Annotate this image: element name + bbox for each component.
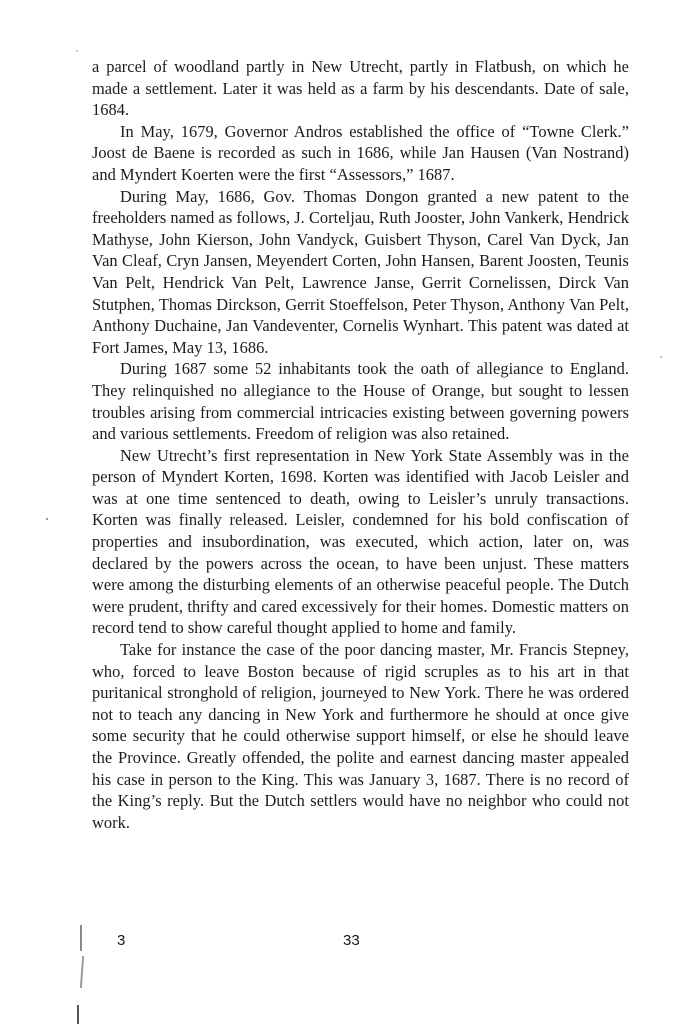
signature-mark: 3	[117, 932, 126, 949]
paragraph-dongon-patent: During May, 1686, Gov. Thomas Dongon granted a new patent to the freeholders named as follows, J. Corteljau, Ruth Jooster, John Vankerk, Hendrick Mathyse, John Kierson, John Vandyck, Guisbert Thyson, Carel Van Dyck, Jan Van Cleaf, Cryn Jansen, Meyendert Corten, John Hansen, Barent Joosten, Teunis Van Pelt, Hendrick Van Pelt, Lawrence Janse, Gerrit Cornelissen, Dirck Van Stutphen, Thomas Dirckson, Gerrit Stoeffelson, Peter Thyson, Anthony Van Pelt, Anthony Duchaine, Jan Vandeventer, Cornelis Wynhart. This patent was dated at Fort James, May 13, 1686.	[92, 186, 629, 357]
paragraph-dancing-master: Take for instance the case of the poor dancing master, Mr. Francis Stepney, who, forced to leave Boston because of rigid scruples as to his art in that puritanical stronghold of religion, journeyed to New York. There he was ordered not to teach any dancing in New York and furthermore he should at once give some security that he could otherwise support himself, or else he should leave the Province. Greatly offended, the polite and earnest dancing master appealed his case in person to the King. This was January 3, 1687. There is no record of the King’s reply. But the Dutch settlers would have no neighbor who could not work.	[92, 640, 629, 832]
paragraph-oath-of-allegiance: During 1687 some 52 inhabitants took the oath of allegiance to England. They relinquished no allegiance to the House of Orange, but sought to lessen troubles arising from commercial intricacies existing between governing powers and various settlements. Freedom of religion was also retained.	[92, 359, 629, 444]
binding-edge-mark	[77, 1005, 79, 1024]
page-body	[92, 56, 629, 833]
binding-edge-mark	[80, 956, 84, 988]
scan-speck	[76, 50, 78, 52]
page-number: 33	[343, 932, 360, 949]
paragraph-woodland-sale: a parcel of woodland partly in New Utrecht, partly in Flatbush, on which he made a settlement. Later it was held as a farm by his descendants. Date of sale, 1684.	[92, 57, 629, 120]
paragraph-assembly-representation: New Utrecht’s first representation in New York State Assembly was in the person of Myndert Korten, 1698. Korten was identified with Jacob Leisler and was at one time sentenced to death, owing to Leisler’s unruly transactions. Korten was finally released. Leisler, condemned for his bold confiscation of properties and insubordination, was executed, which action, later on, was declared by the powers across the ocean, to have been unjust. These matters were among the disturbing elements of an otherwise peaceful people. The Dutch were prudent, thrifty and cared excessively for their homes. Domestic matters on record tend to show careful thought applied to home and family.	[92, 445, 629, 638]
page-footer	[0, 932, 679, 956]
scan-speck	[660, 356, 662, 358]
binding-edge-mark	[80, 925, 82, 951]
scan-speck	[46, 518, 48, 520]
paragraph-towne-clerk: In May, 1679, Governor Andros established the office of “Towne Clerk.” Joost de Baene is recorded as such in 1686, while Jan Hausen (Van Nostrand) and Myndert Koerten were the first “Assessors,” 1687.	[92, 121, 629, 184]
